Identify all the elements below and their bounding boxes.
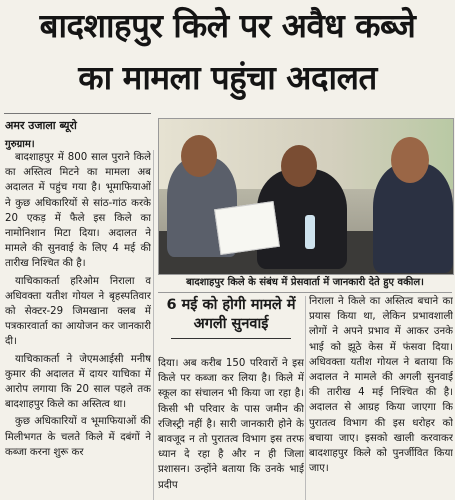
- dateline-place: गुरुग्राम।: [5, 139, 35, 150]
- headline: [0, 0, 455, 112]
- article-column-1: [5, 150, 151, 500]
- paragraph: निराला ने किले का अस्तित्व बचाने का प्रयास किया था, लेकिन प्रभावशाली लोगों ने अपने प्रभाव में आकर उनके भाई को झूठे केस में फंसवा दिया। अधिवक्ता यतीश गोयल ने बताया कि अदालत ने मामले की अगली सुनवाई की तारीख 4 मई निश्चित की है। अदालत से आग्रह किया जाएगा कि पुरातत्व विभाग की इस धरोहर को बचाया जाए। इसको खाली करवाकर बादशाहपुर किले को पुनर्जीवित किया जाए।: [309, 296, 453, 475]
- headline-line-2: का मामला पहुंचा अदालत: [78, 58, 377, 97]
- water-bottle: [305, 215, 315, 249]
- document-paper: [214, 201, 280, 255]
- person-right-head: [391, 137, 429, 183]
- person-left-head: [181, 135, 217, 177]
- column-divider: [153, 150, 154, 500]
- person-center-head: [281, 145, 317, 187]
- article-column-2: [158, 356, 304, 500]
- subheadline-line-2: अगली सुनवाई: [193, 316, 269, 332]
- divider: [4, 113, 151, 114]
- photo-caption: बादशाहपुर किले के संबंध में प्रेसवार्ता में जानकारी देते हुए वकील।: [158, 274, 452, 293]
- byline: अमर उजाला ब्यूरो: [5, 119, 77, 132]
- paragraph: याचिकाकर्ता ने जेएमआईसी मनीष कुमार की अदालत में दायर याचिका में आरोप लगाया कि 20 साल पहले तक बादशाहपुर किले का अस्तित्व था।: [5, 353, 151, 411]
- headline-line-1: बादशाहपुर किले पर अवैध कब्जे: [39, 6, 416, 45]
- paragraph: कुछ अधिकारियों व भूमाफियाओं की मिलीभगत के चलते किले में दबंगों ने कब्जा करना शुरू कर: [5, 416, 151, 458]
- paragraph: याचिकाकर्ता हरिओम निराला व अधिवक्ता यतीश गोयल ने बृहस्पतिवार को सेक्टर-29 जिमखाना क्लब में पत्रकारवार्ता का आयोजन कर जानकारी दी।: [5, 275, 151, 348]
- press-conference-photo: [158, 118, 454, 275]
- subheadline-rule: [171, 338, 291, 339]
- article-column-3: [309, 294, 453, 500]
- paragraph: दिया। अब करीब 150 परिवारों ने इस किले पर कब्जा कर लिया है। किले में स्कूल का संचालन भी किया जा रहा है। किसी भी परिवार के पास जमीन की रजिस्ट्री नहीं है। सारी जानकारी होने के बावजूद न तो पुरातत्व विभाग इस तरफ ध्यान दे रहा है और न ही जिला प्रशासन। उन्होंने बताया कि उनके भाई प्रदीप: [158, 358, 304, 491]
- paragraph: बादशाहपुर में 800 साल पुराने किले का अस्तित्व मिटने का मामला अब अदालत में पहुंच गया है। भूमाफियाओं ने कुछ अधिकारियों से सांठ-गांठ करके 20 एकड़ में फैले इस किले का नामोनिशान मिटा दिया। अदालत ने मामले की सुनवाई के लिए 4 मई की तारीख निश्चित की है।: [5, 152, 151, 270]
- subheadline: [158, 296, 304, 348]
- column-divider: [305, 296, 306, 500]
- subheadline-line-1: 6 मई को होगी मामले में: [166, 297, 296, 313]
